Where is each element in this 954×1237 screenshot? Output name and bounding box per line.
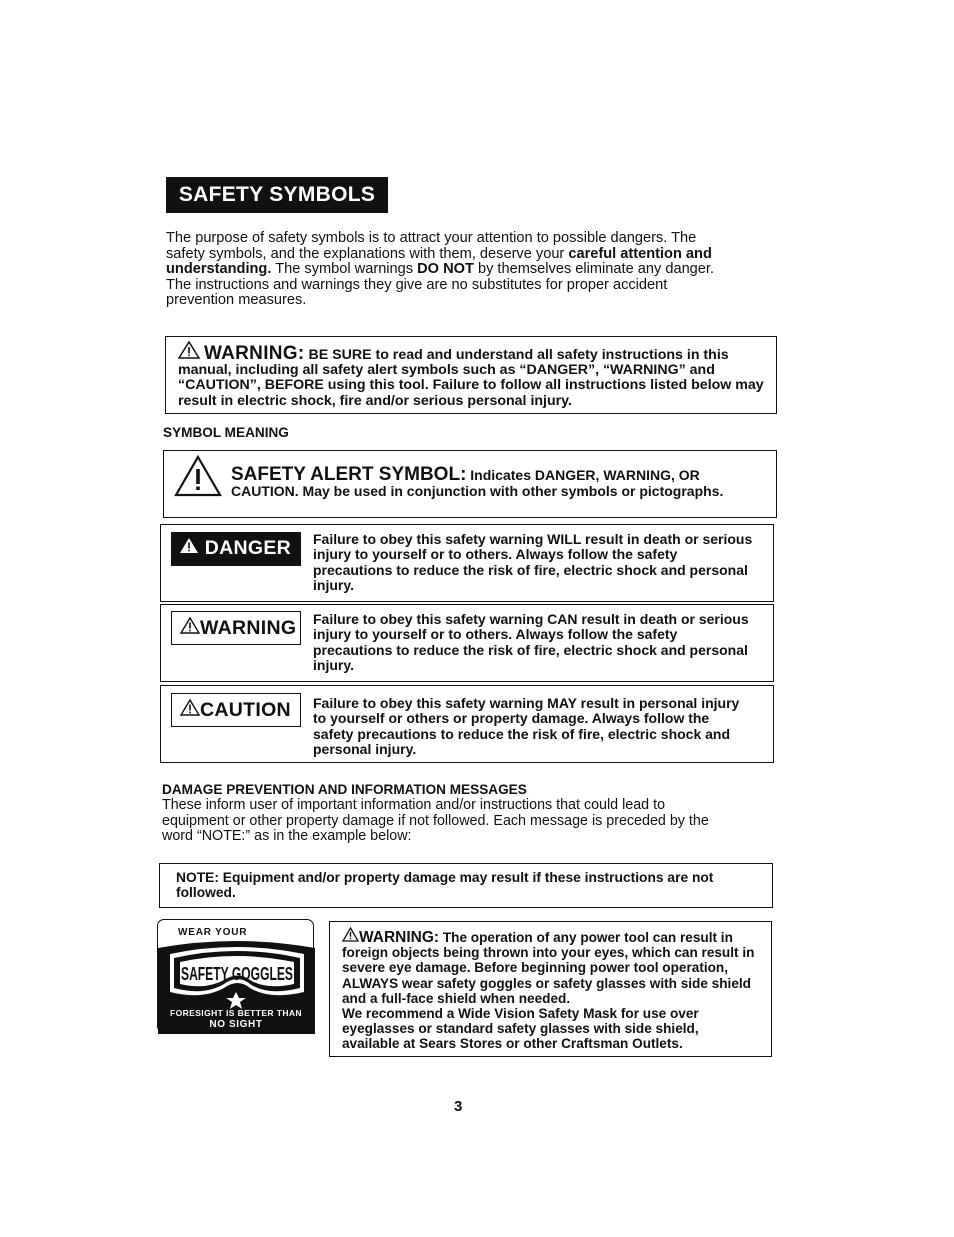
damage-prevention-text: These inform user of important information and/or instructions that could lead to equipment or other property damage if not followed. Each message is preceded by the word “NOTE:” as in the example below:: [162, 797, 709, 844]
safety-alert-heading: SAFETY ALERT SYMBOL:: [231, 464, 467, 485]
alert-triangle-icon: [178, 341, 200, 359]
safety-alert-text: Indicates DANGER, WARNING, OR CAUTION. May be used in conjunction with other symbols or pictographs.: [231, 467, 724, 499]
badge-top-text: WEAR YOUR: [178, 927, 248, 938]
note-text: NOTE: Equipment and/or property damage may result if these instructions are not followed.: [176, 870, 714, 900]
intro-bold-1: careful attention and understanding.: [166, 245, 712, 277]
warning-signal-label: [171, 611, 301, 645]
safety-alert-symbol-box: [163, 450, 777, 518]
page-number: 3: [454, 1098, 463, 1115]
general-warning-box: [165, 336, 777, 414]
note-box: [159, 863, 773, 908]
symbol-meaning-label: SYMBOL MEANING: [163, 425, 289, 440]
caution-box: [160, 685, 774, 763]
damage-prevention-label: DAMAGE PREVENTION AND INFORMATION MESSAGES: [162, 782, 527, 797]
danger-label-text: DANGER: [204, 537, 292, 559]
alert-triangle-icon: [180, 617, 200, 634]
general-warning-text: BE SURE to read and understand all safety instructions in this manual, including all safety alert symbols such as “DANGER”, “WARNING” and “CAUTION”, BEFORE using this tool. Failure to follow all instructions listed below may result in electric shock, fire and/or serious personal injury.: [178, 347, 764, 409]
alert-triangle-icon: [342, 927, 359, 942]
badge-footer-line-2: NO SIGHT: [209, 1019, 263, 1030]
intro-text-2: The symbol warnings: [271, 261, 418, 277]
badge-footer-line-1: FORESIGHT IS BETTER THAN: [170, 1008, 302, 1018]
page-title: SAFETY SYMBOLS: [166, 177, 388, 213]
safety-goggles-icon: [158, 920, 315, 1034]
danger-signal-label: [171, 532, 301, 566]
large-alert-triangle-icon: [174, 455, 222, 497]
warning-label-text: WARNING: [200, 617, 297, 639]
eye-warning-recommendation: We recommend a Wide Vision Safety Mask for use over eyeglasses or standard safety glasses with side shield, available at Sears Stores or other Craftsman Outlets.: [342, 1006, 699, 1052]
safety-goggles-badge: [157, 919, 314, 1033]
badge-main-text: SAFETY GOGGLES: [181, 964, 293, 984]
warning-box: [160, 604, 774, 682]
intro-paragraph: [166, 231, 726, 309]
caution-description: Failure to obey this safety warning MAY result in personal injury to yourself or others or property damage. Always follow the safety precautions to reduce the risk of fire, electric shock and personal injury.: [313, 695, 740, 757]
general-warning-heading: WARNING:: [203, 343, 305, 364]
caution-signal-label: [171, 693, 301, 727]
caution-label-text: CAUTION: [200, 699, 291, 721]
warning-description: Failure to obey this safety warning CAN result in death or serious injury to yourself or to others. Always follow the safety precautions to reduce the risk of fire, electric shock and personal injury.: [313, 611, 749, 673]
eye-protection-warning-box: [329, 921, 772, 1057]
intro-text-1: The purpose of safety symbols is to attract your attention to possible dangers. The safety symbols, and the explanations with them, deserve your: [166, 230, 697, 262]
danger-description: Failure to obey this safety warning WILL result in death or serious injury to yourself or to others. Always follow the safety precautions to reduce the risk of fire, electric shock and personal injury.: [313, 531, 753, 593]
danger-box: [160, 524, 774, 602]
intro-text-3: by themselves eliminate any danger. The instructions and warnings they give are no substitutes for proper accident prevention measures.: [166, 261, 715, 308]
alert-triangle-icon: [180, 699, 200, 716]
alert-triangle-icon: [179, 537, 199, 554]
intro-bold-2: DO NOT: [417, 261, 474, 277]
safety-alert-text-block: [231, 464, 761, 499]
eye-warning-heading: WARNING:: [359, 929, 440, 946]
eye-warning-text: The operation of any power tool can result in foreign objects being thrown into your eyes, which can result in severe eye damage. Before beginning power tool operation, ALWAYS wear safety goggles or safety glasses with side shield and a full-face shield when needed.: [342, 930, 755, 1006]
